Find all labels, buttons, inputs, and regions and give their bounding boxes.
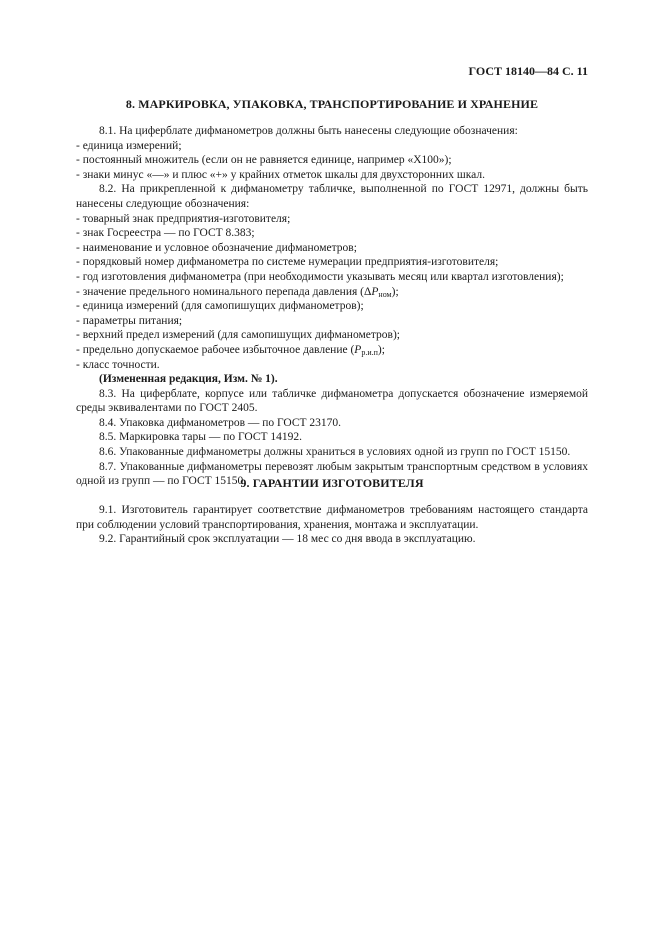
subscript-rip: р.и.п: [361, 347, 378, 357]
list-item: - класс точности.: [76, 358, 160, 371]
list-item: - знаки минус «—» и плюс «+» у крайних отметок шкалы для двухсторонних шкал.: [76, 168, 485, 181]
section-9-title: 9. ГАРАНТИИ ИЗГОТОВИТЕЛЯ: [240, 476, 424, 490]
list-item-text: - предельно допускаемое рабочее избыточное давление (: [76, 343, 355, 356]
clause-8-3: 8.3. На циферблате, корпусе или табличке дифманометра допускается обозначение измеряемой среды эквивалентами по ГОСТ 2405.: [76, 387, 588, 415]
page-header: ГОСТ 18140—84 С. 11: [468, 64, 588, 78]
symbol-p: P: [354, 343, 362, 356]
section-8-title: 8. МАРКИРОВКА, УПАКОВКА, ТРАНСПОРТИРОВАНИЕ И ХРАНЕНИЕ: [125, 97, 539, 111]
list-item: - товарный знак предприятия-изготовителя;: [76, 212, 291, 225]
clause-8-1: 8.1. На циферблате дифманометров должны быть нанесены следующие обозначения:: [99, 125, 518, 137]
clause-9-2: 9.2. Гарантийный срок эксплуатации — 18 мес со дня ввода в эксплуатацию.: [99, 533, 476, 546]
section-9-body: [76, 503, 588, 547]
clause-8-6: 8.6. Упакованные дифманометры должны храниться в условиях одной из групп по ГОСТ 15150.: [99, 446, 571, 459]
list-item: - наименование и условное обозначение дифманометров;: [76, 241, 357, 254]
list-item-pressure-drop: [76, 285, 588, 300]
list-item: - верхний предел измерений (для самопишущих дифманометров);: [76, 329, 400, 342]
revision-note: (Измененная редакция, Изм. № 1).: [99, 373, 278, 386]
list-item: - единица измерений (для самопишущих дифманометров);: [76, 300, 364, 313]
list-item-tail: );: [391, 285, 399, 298]
clause-8-2: 8.2. На прикрепленной к дифманометру табличке, выполненной по ГОСТ 12971, должны быть нанесены следующие обозначения:: [76, 183, 588, 210]
clause-8-5: 8.5. Маркировка тары — по ГОСТ 14192.: [99, 431, 303, 444]
list-item-tail: );: [377, 343, 385, 356]
subscript-nom: ном: [378, 289, 392, 299]
clause-8-4: 8.4. Упаковка дифманометров — по ГОСТ 23170.: [99, 416, 342, 429]
list-item: - единица измерений;: [76, 139, 182, 152]
clause-9-1: 9.1. Изготовитель гарантирует соответствие дифманометров требованиям настоящего стандарта при соблюдении условий транспортирования, хранения, монтажа и эксплуатации.: [76, 504, 588, 531]
list-item: - постоянный множитель (если он не равняется единице, например «X100»);: [76, 154, 452, 167]
list-item: - параметры питания;: [76, 314, 183, 327]
list-item: - порядковый номер дифманометра по системе нумерации предприятия-изготовителя;: [76, 256, 499, 269]
list-item: - знак Госреестра — по ГОСТ 8.383;: [76, 227, 255, 240]
list-item-working-pressure: [76, 343, 588, 358]
list-item: - год изготовления дифманометра (при необходимости указывать месяц или квартал изготовления);: [76, 270, 564, 283]
symbol-p: P: [371, 285, 379, 298]
list-item-text: - значение предельного номинального перепада давления (Δ: [76, 285, 372, 298]
section-8-body: [76, 124, 588, 489]
clause-8-7: 8.7. Упакованные дифманометры перевозят любым закрытым транспортным средством в условиях одной из групп — по ГОСТ 15150.: [76, 460, 588, 488]
